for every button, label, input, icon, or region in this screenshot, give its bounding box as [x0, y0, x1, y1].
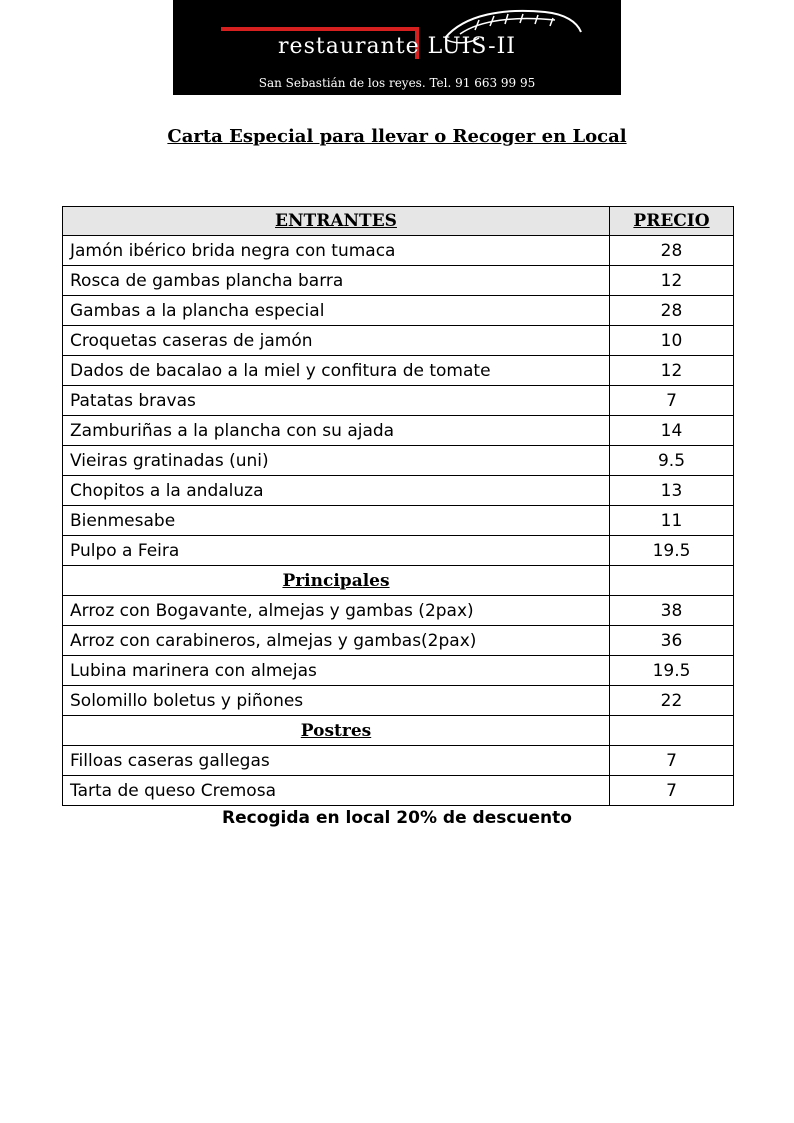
section-postres-price-cell [610, 716, 734, 746]
section-principales-row [63, 566, 734, 596]
dish-name: Pulpo a Feira [63, 536, 610, 566]
table-row [63, 236, 734, 266]
dish-price: 11 [610, 506, 734, 536]
dish-name: Patatas bravas [63, 386, 610, 416]
dish-name: Filloas caseras gallegas [63, 746, 610, 776]
logo-restaurant-name: restaurante LUIS-II [278, 34, 516, 59]
dish-price: 22 [610, 686, 734, 716]
logo-address: San Sebastián de los reyes. Tel. 91 663 99 95 [258, 76, 536, 90]
dish-name: Arroz con Bogavante, almejas y gambas (2pax) [63, 596, 610, 626]
table-row [63, 506, 734, 536]
dish-price: 38 [610, 596, 734, 626]
dish-name: Bienmesabe [63, 506, 610, 536]
table-row [63, 356, 734, 386]
dish-name: Lubina marinera con almejas [63, 656, 610, 686]
dish-price: 28 [610, 236, 734, 266]
dish-price: 7 [610, 746, 734, 776]
table-row [63, 776, 734, 806]
menu-table [62, 206, 734, 806]
dish-name: Vieiras gratinadas (uni) [63, 446, 610, 476]
restaurant-logo [173, 0, 621, 95]
dish-price: 9.5 [610, 446, 734, 476]
dish-name: Dados de bacalao a la miel y confitura de tomate [63, 356, 610, 386]
section-principales-price-cell [610, 566, 734, 596]
table-row [63, 626, 734, 656]
table-row [63, 656, 734, 686]
table-row [63, 596, 734, 626]
dish-name: Rosca de gambas plancha barra [63, 266, 610, 296]
dish-price: 7 [610, 386, 734, 416]
table-row [63, 476, 734, 506]
dish-price: 14 [610, 416, 734, 446]
table-row [63, 416, 734, 446]
header-entrantes: ENTRANTES [63, 207, 610, 236]
table-row [63, 536, 734, 566]
pickup-discount-note: Recogida en local 20% de descuento [222, 808, 572, 828]
header-precio: PRECIO [610, 207, 734, 236]
section-principales-heading: Principales [63, 566, 610, 596]
table-header-row [63, 207, 734, 236]
dish-name: Arroz con carabineros, almejas y gambas(2pax) [63, 626, 610, 656]
page-title: Carta Especial para llevar o Recoger en Local [167, 126, 627, 147]
table-row [63, 296, 734, 326]
dish-price: 36 [610, 626, 734, 656]
dish-price: 12 [610, 266, 734, 296]
dish-price: 12 [610, 356, 734, 386]
dish-name: Tarta de queso Cremosa [63, 776, 610, 806]
dish-name: Jamón ibérico brida negra con tumaca [63, 236, 610, 266]
dish-name: Gambas a la plancha especial [63, 296, 610, 326]
section-postres-row [63, 716, 734, 746]
dish-price: 19.5 [610, 656, 734, 686]
logo-red-bar [221, 27, 419, 31]
table-row [63, 266, 734, 296]
dish-name: Zamburiñas a la plancha con su ajada [63, 416, 610, 446]
dish-name: Chopitos a la andaluza [63, 476, 610, 506]
table-row [63, 326, 734, 356]
table-row [63, 386, 734, 416]
dish-price: 28 [610, 296, 734, 326]
dish-price: 19.5 [610, 536, 734, 566]
table-row [63, 446, 734, 476]
section-postres-heading: Postres [63, 716, 610, 746]
dish-name: Croquetas caseras de jamón [63, 326, 610, 356]
dish-price: 13 [610, 476, 734, 506]
table-row [63, 686, 734, 716]
table-row [63, 746, 734, 776]
dish-name: Solomillo boletus y piñones [63, 686, 610, 716]
dish-price: 7 [610, 776, 734, 806]
dish-price: 10 [610, 326, 734, 356]
